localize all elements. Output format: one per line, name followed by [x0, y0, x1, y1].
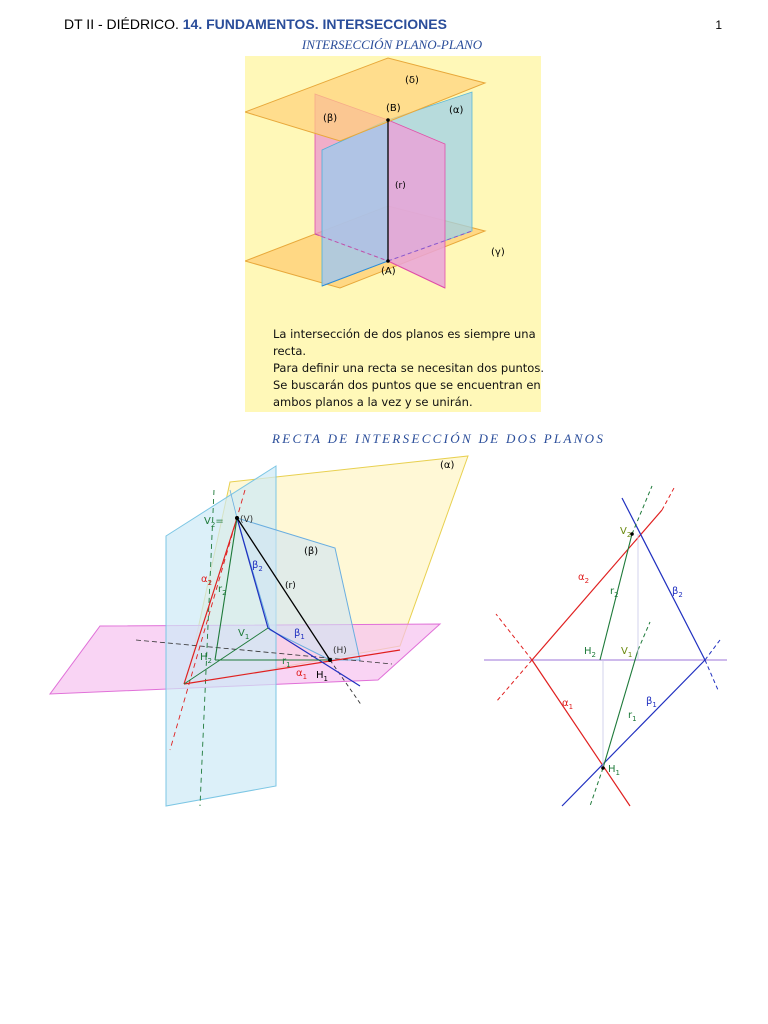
panel-explanation — [273, 326, 544, 411]
label-v1-right: $V_1$ — [621, 646, 633, 659]
alpha-ext-left-up — [496, 614, 532, 660]
label-beta2-right: $\beta_2$ — [672, 586, 683, 599]
page-header — [64, 16, 722, 36]
label-alpha-3d: (α) — [440, 460, 455, 471]
r1-ext-up — [638, 622, 650, 650]
header-topic: 14. FUNDAMENTOS. INTERSECCIONES — [182, 16, 447, 32]
text-line: recta. — [273, 344, 307, 358]
alpha-ext-left-down — [496, 660, 532, 702]
trace-r1-right — [603, 650, 638, 768]
label-alpha: (α) — [449, 105, 464, 116]
section2-title: RECTA DE INTERSECCIÓN DE DOS PLANOS — [272, 431, 606, 446]
point-h1-right — [601, 766, 605, 770]
label-beta1-right: $\beta_1$ — [646, 696, 657, 709]
label-r1-left: $r_1$ — [282, 656, 291, 669]
r1-ext-down — [590, 768, 603, 806]
label-r-3d: (r) — [285, 581, 296, 591]
text-line: ambos planos a la vez y se unirán. — [273, 395, 473, 409]
label-r2-right: $r_2$ — [610, 586, 619, 599]
label-point-b: (B) — [386, 103, 401, 114]
label-point-a: (A) — [381, 266, 396, 277]
label-alpha1-right: $\alpha_1$ — [562, 698, 574, 711]
plane-intersection-figure — [245, 56, 541, 316]
point-v — [235, 516, 239, 520]
label-gamma: (γ) — [491, 247, 505, 258]
text-line: La intersección de dos planos es siempre una — [273, 327, 536, 341]
label-alpha2-right: $\alpha_2$ — [578, 572, 590, 585]
trace-alpha1-right — [532, 660, 630, 806]
point-a — [386, 259, 390, 263]
beta-ext-down — [705, 660, 718, 690]
label-beta-3d: (β) — [304, 546, 319, 557]
header-lead: DT II - DIÉDRICO. — [64, 16, 179, 32]
label-delta: (δ) — [405, 75, 419, 86]
label-v1-left: $V_1$ — [238, 628, 250, 641]
label-beta2-left: $\beta_2$ — [252, 560, 263, 573]
trace-beta1-right — [562, 660, 705, 806]
r2-ext — [632, 486, 652, 534]
trace-beta2-right — [622, 498, 705, 660]
label-alpha1-left: $\alpha_1$ — [296, 668, 308, 681]
label-line-r: (r) — [395, 181, 406, 191]
label-v2-left: $V_2=$ — [204, 516, 224, 529]
section1-title: INTERSECCIÓN PLANO-PLANO — [301, 37, 483, 52]
text-line: Se buscarán dos puntos que se encuentran en — [273, 378, 541, 392]
label-r1-right: $r_1$ — [628, 710, 637, 723]
plane-plane-panel — [245, 56, 544, 412]
point-b — [386, 118, 390, 122]
label-v-3d: (V) — [240, 515, 254, 525]
alpha2-ext — [662, 488, 674, 510]
label-h2-left: $H_2$ — [200, 652, 212, 665]
label-h-3d: (H) — [333, 646, 347, 656]
label-beta1-left: $\beta_1$ — [294, 628, 305, 641]
point-h — [328, 658, 332, 662]
label-h2-right: $H_2$ — [584, 646, 596, 659]
label-h1-right: $H_1$ — [608, 764, 620, 777]
plane-beta-front — [388, 120, 445, 288]
label-h1-left: $H_1$ — [316, 670, 328, 683]
text-line: Para definir una recta se necesitan dos puntos. — [273, 361, 544, 375]
label-r2-left: $r_2$ — [218, 584, 227, 597]
label-v2-right: $V_2$ — [620, 526, 632, 539]
trace-alpha2-right — [532, 510, 662, 660]
beta-ext-up — [705, 640, 720, 660]
label-beta: (β) — [323, 113, 338, 124]
label-alpha2-left: $\alpha_2$ — [201, 574, 213, 587]
page-number: 1 — [715, 18, 722, 32]
intersection-diagram — [0, 450, 768, 810]
